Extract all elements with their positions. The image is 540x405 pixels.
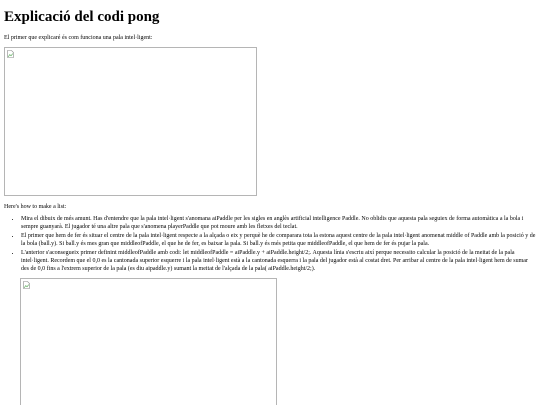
list-item: • El primer que hem de fer és situar el centre de la pala intel·ligent respecte a la alçada o eix y perquè he de comparara tota la estona aquest centre de la pala intel·ligent anomenat middle of Paddle amb la posició y de la bola (ball.y). Si ball.y és mes gran que middleofPaddle, el que he de fer, es baixar la pala. Si ball.y és més petita que middleofPaddle, el que hem de fer és pujar la pala.: [21, 232, 536, 248]
broken-image-2: [20, 278, 277, 405]
list-item: • Mira el dibuix de més amunt. Has d'entendre que la pala intel·ligent s'anomana aiPaddle per les sigles en anglès artificial intelligence Paddle. No oblidis que aquesta pala seguiex de forma automàtica a la bola i sempre guanyarà. El jugador té una altre pala que s'anomena playerPaddle que pot moure amb les fletxes del teclat.: [21, 215, 536, 231]
broken-image-1: [4, 47, 257, 196]
list-intro-text: Here's how to make a list:: [4, 204, 67, 210]
page-title: Explicació del codi pong: [4, 9, 160, 25]
explanation-list: [4, 215, 536, 274]
broken-image-icon: [7, 50, 14, 58]
broken-image-icon: [23, 281, 30, 289]
list-item: • L'anterior s'aconsegueix primer definint middleofPaddle amb codi: let middleofPaddle = aiPaddle.y + aiPaddle.height/2;. Aquesta línia s'escriu així perque necessito calcular la posició de la meitat de la pala intel·ligent. Recordem que el 0,0 es la cantonada superior esquerre i la pala intel·ligent està a la cantonada esquerra i la pala del jugador està al costat dret. Per arribar al centre de la pala intel·ligent hem de sumar des de 0,0 fins a l'extrem superior de la pala (es diu aipaddle.y) sumant la meitat de l'alçada de la pala( aiPaddle.height/2;).: [21, 249, 536, 273]
intro-paragraph: El primer que explicaré és com funciona una pala intel·ligent:: [4, 35, 153, 41]
